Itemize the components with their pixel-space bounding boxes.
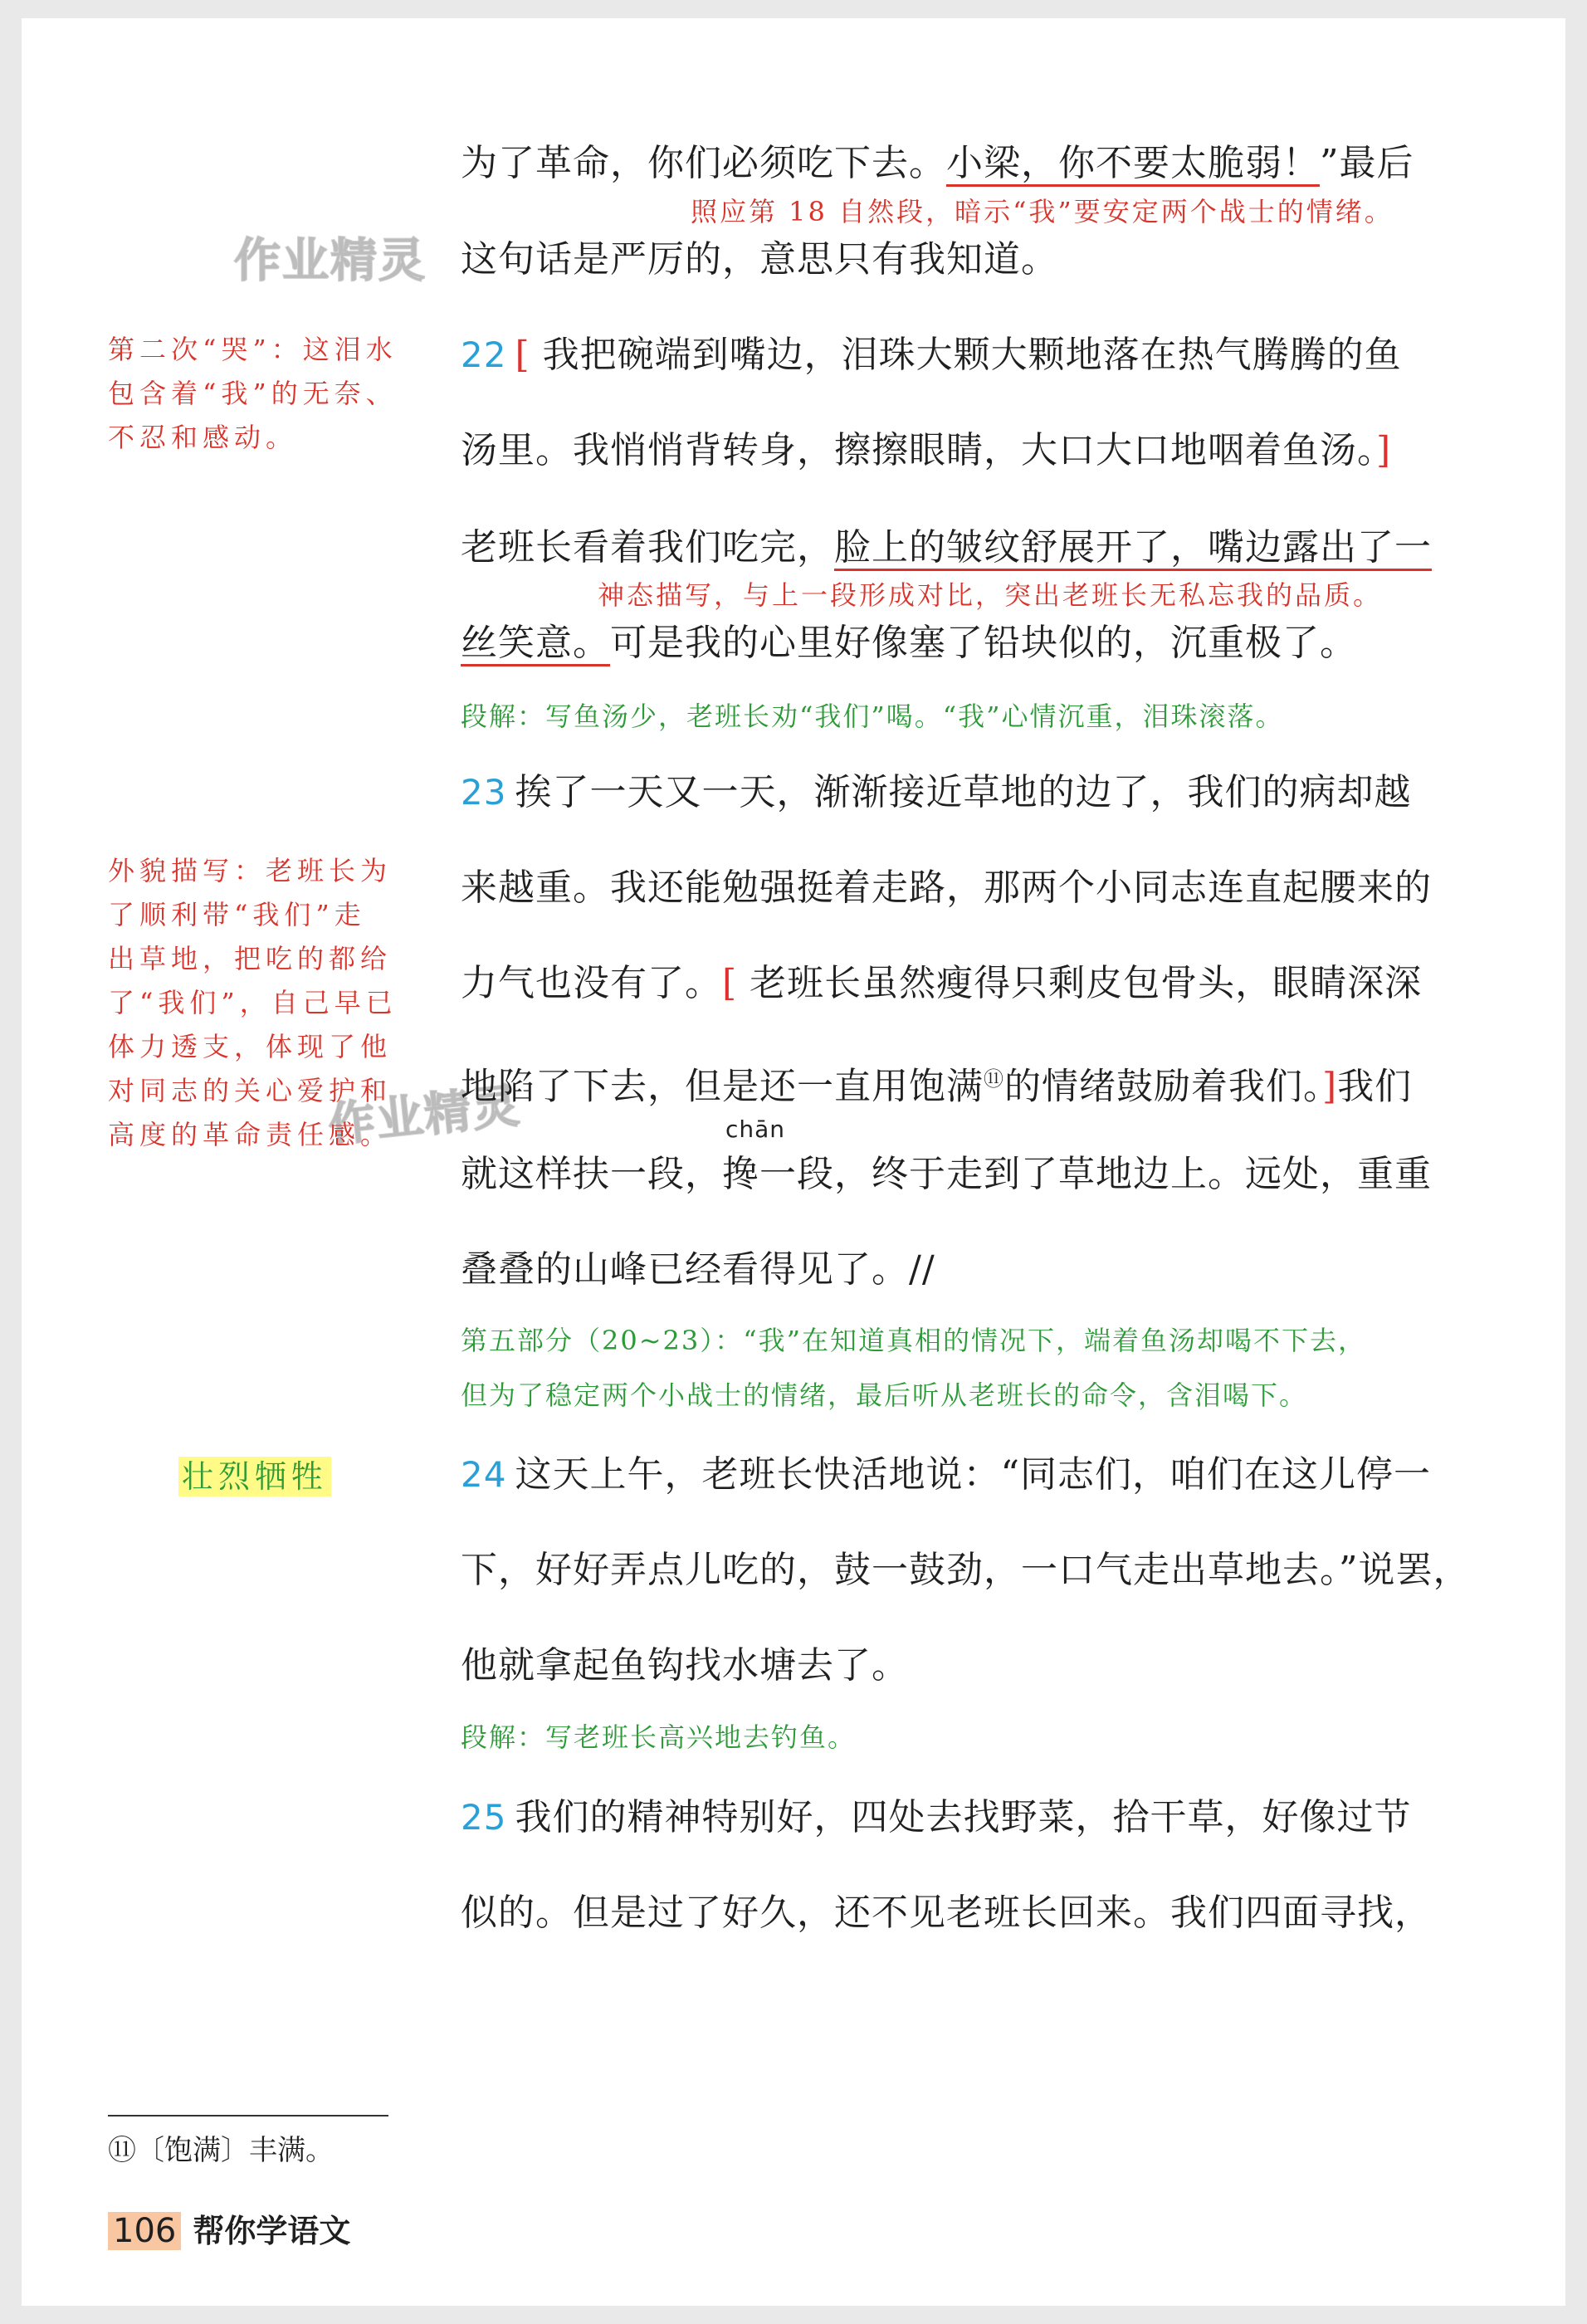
- text-line: 叠叠的山峰已经看得见了。//: [461, 1248, 935, 1291]
- side-title-highlight: 壮烈牺牲: [178, 1457, 331, 1496]
- paragraph-23-line: 23 挨了一天又一天，渐渐接近草地的边了，我们的病却越: [461, 771, 1412, 813]
- text-line: 他就拿起鱼钩找水塘去了。: [461, 1644, 909, 1687]
- text-line: 这句话是严厉的，意思只有我知道。: [461, 238, 1058, 281]
- footnote-divider: [108, 2115, 388, 2116]
- text-line: 似的。但是过了好久，还不见老班长回来。我们四面寻找，: [461, 1892, 1432, 1934]
- watermark: 作业精灵: [234, 234, 427, 288]
- bracket-open: [: [515, 334, 530, 376]
- book-title: 帮你学语文: [193, 2213, 351, 2249]
- paragraph-summary: 段解：写老班长高兴地去钓鱼。: [461, 1721, 857, 1753]
- bracket-close: ]: [1376, 429, 1392, 471]
- paragraph-number: 23: [461, 772, 507, 813]
- bracket-open: [: [722, 962, 738, 1004]
- paragraph-25-line: 25 我们的精神特别好，四处去找野菜，拾干草，好像过节: [461, 1796, 1412, 1838]
- text-line: 丝笑意。可是我的心里好像塞了铅块似的，沉重极了。: [461, 618, 1473, 668]
- side-note-second-cry: 第二次“哭”：这泪水 包含着“我”的无奈、 不忍和感动。: [108, 334, 398, 453]
- paragraph-number: 24: [461, 1454, 507, 1495]
- part-summary: 第五部分（20~23）：“我”在知道真相的情况下，端着鱼汤却喝不下去， 但为了稳定两个小战士的情绪，最后听从老班长的命令，含泪喝下。: [461, 1325, 1366, 1411]
- annotation-note: 照应第 18 自然段，暗示“我”要安定两个战士的情绪。: [691, 196, 1394, 227]
- footnote: ⑪〔饱满〕丰满。: [108, 2134, 334, 2167]
- watermark: 作业精灵: [325, 1079, 524, 1153]
- paragraph-summary: 段解：写鱼汤少，老班长劝“我们”喝。“我”心情沉重，泪珠滚落。: [461, 701, 1284, 732]
- text-line: 老班长看着我们吃完，脸上的皱纹舒展开了，嘴边露出了一: [461, 523, 1473, 573]
- underlined-text: 小梁，你不要太脆弱！: [946, 142, 1320, 187]
- page-footer: [108, 2208, 350, 2254]
- text-line: 力气也没有了。[ 老班长虽然瘦得只剩皮包骨头，眼睛深深: [461, 962, 1423, 1004]
- side-note-appearance: 外貌描写：老班长为 了顺利带“我们”走 出草地，把吃的都给 了“我们”，自己早已 体力透支，体现了他 对同志的关心爱护和 高度的革命责任感。: [108, 855, 398, 1150]
- pinyin-annotated-char: chān 搀: [722, 1116, 786, 1195]
- text-line: 来越重。我还能勉强挺着走路，那两个小同志连直起腰来的: [461, 867, 1432, 909]
- pinyin: chān: [725, 1116, 786, 1143]
- underlined-text: 脸上的皱纹舒展开了，嘴边露出了一: [834, 526, 1432, 571]
- bracket-close: ]: [1322, 1065, 1338, 1108]
- paragraph-24-line: 24 这天上午，老班长快活地说：“同志们，咱们在这儿停一: [461, 1453, 1431, 1496]
- text-line: 为了革命，你们必须吃下去。小梁，你不要太脆弱！”最后: [461, 139, 1473, 188]
- text-line: 就这样扶一段， chān 搀一段，终于走到了草地边上。远处，重重: [461, 1150, 1473, 1199]
- footnote-ref: ⑪: [984, 1067, 1004, 1091]
- underlined-text: 丝笑意。: [461, 622, 610, 666]
- paragraph-22-line: 22 [ 我把碗端到嘴边，泪珠大颗大颗地落在热气腾腾的鱼: [461, 334, 1402, 376]
- text-line: 下，好好弄点儿吃的，鼓一鼓劲，一口气走出草地去。”说罢，: [461, 1549, 1471, 1591]
- paragraph-number: 25: [461, 1797, 507, 1838]
- text-line: 汤里。我悄悄背转身，擦擦眼睛，大口大口地咽着鱼汤。]: [461, 429, 1392, 471]
- page-number: 106: [108, 2212, 181, 2250]
- annotation-note: 神态描写，与上一段形成对比，突出老班长无私忘我的品质。: [598, 579, 1383, 611]
- text-line: 地陷了下去，但是还一直用饱满⑪的情绪鼓励着我们。]我们: [461, 1065, 1413, 1108]
- paragraph-number: 22: [461, 334, 507, 375]
